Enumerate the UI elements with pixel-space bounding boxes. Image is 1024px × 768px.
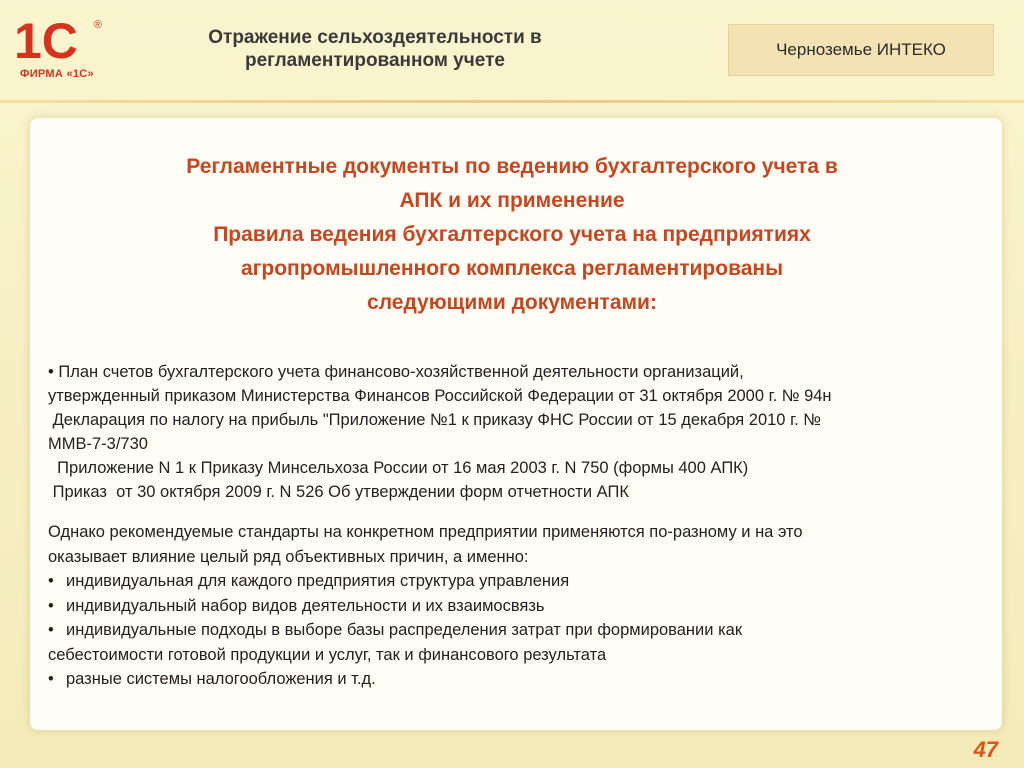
document-line: Приложение N 1 к Приказу Минсельхоза России от 16 мая 2003 г. N 750 (формы 400 АПК)	[48, 459, 749, 477]
heading-line-5: следующими документами:	[367, 291, 657, 314]
documents-list	[48, 360, 998, 504]
document-line: ММВ-7-3/730	[48, 435, 148, 453]
note-intro-line-2: оказывает влияние целый ряд объективных причин, а именно:	[48, 547, 529, 566]
bullet-icon: •	[48, 596, 54, 615]
list-item-text: индивидуальный набор видов деятельности и их взаимосвязь	[66, 596, 545, 615]
company-logo	[12, 12, 112, 82]
logo-registered-mark: ®	[94, 19, 103, 31]
slide-title-line-2: регламентированном учете	[245, 50, 505, 71]
heading-line-2: АПК и их применение	[399, 189, 625, 212]
logo-1c-mark	[12, 12, 112, 66]
heading-line-3: Правила ведения бухгалтерского учета на предприятиях	[213, 223, 811, 246]
document-line: Декларация по налогу на прибыль "Приложение №1 к приказу ФНС России от 15 декабря 2010 г. №	[48, 411, 821, 429]
note-intro-line-1: Однако рекомендуемые стандарты на конкретном предприятии применяются по-разному и на это	[48, 523, 803, 541]
list-item	[48, 667, 998, 692]
document-line: утвержденный приказом Министерства Финансов Российской Федерации от 31 октября 2000 г. № 94н	[48, 387, 832, 405]
header-divider	[0, 100, 1024, 103]
bullet-icon: •	[48, 572, 54, 590]
list-item-text: разные системы налогообложения и т.д.	[66, 670, 376, 688]
list-item	[48, 569, 998, 594]
document-line: • План счетов бухгалтерского учета финансово-хозяйственной деятельности организаций,	[48, 363, 744, 381]
heading-line-1: Регламентные документы по ведению бухгалтерского учета в	[186, 155, 838, 178]
logo-brand-text: 1С	[14, 13, 78, 66]
standards-note	[48, 520, 998, 692]
list-item-text: индивидуальная для каждого предприятия структура управления	[66, 572, 570, 590]
slide-title	[130, 26, 620, 72]
slide-title-line-1: Отражение сельхоздеятельности в	[208, 27, 542, 48]
list-item	[48, 594, 998, 619]
list-item-text: индивидуальные подходы в выборе базы распределения затрат при формировании как	[66, 621, 743, 639]
bullet-icon: •	[48, 621, 54, 639]
section-heading	[60, 150, 964, 320]
list-item-continuation: себестоимости готовой продукции и услуг, так и финансового результата	[48, 645, 607, 664]
list-item	[48, 618, 998, 643]
partner-label: Черноземье ИНТЕКО	[728, 24, 994, 76]
page-number: 47	[973, 737, 998, 762]
bullet-icon: •	[48, 670, 54, 688]
document-line: Приказ от 30 октября 2009 г. N 526 Об утверждении форм отчетности АПК	[48, 483, 629, 501]
logo-caption: ФИРМА «1С»	[20, 68, 94, 80]
heading-line-4: агропромышленного комплекса регламентированы	[240, 257, 784, 280]
